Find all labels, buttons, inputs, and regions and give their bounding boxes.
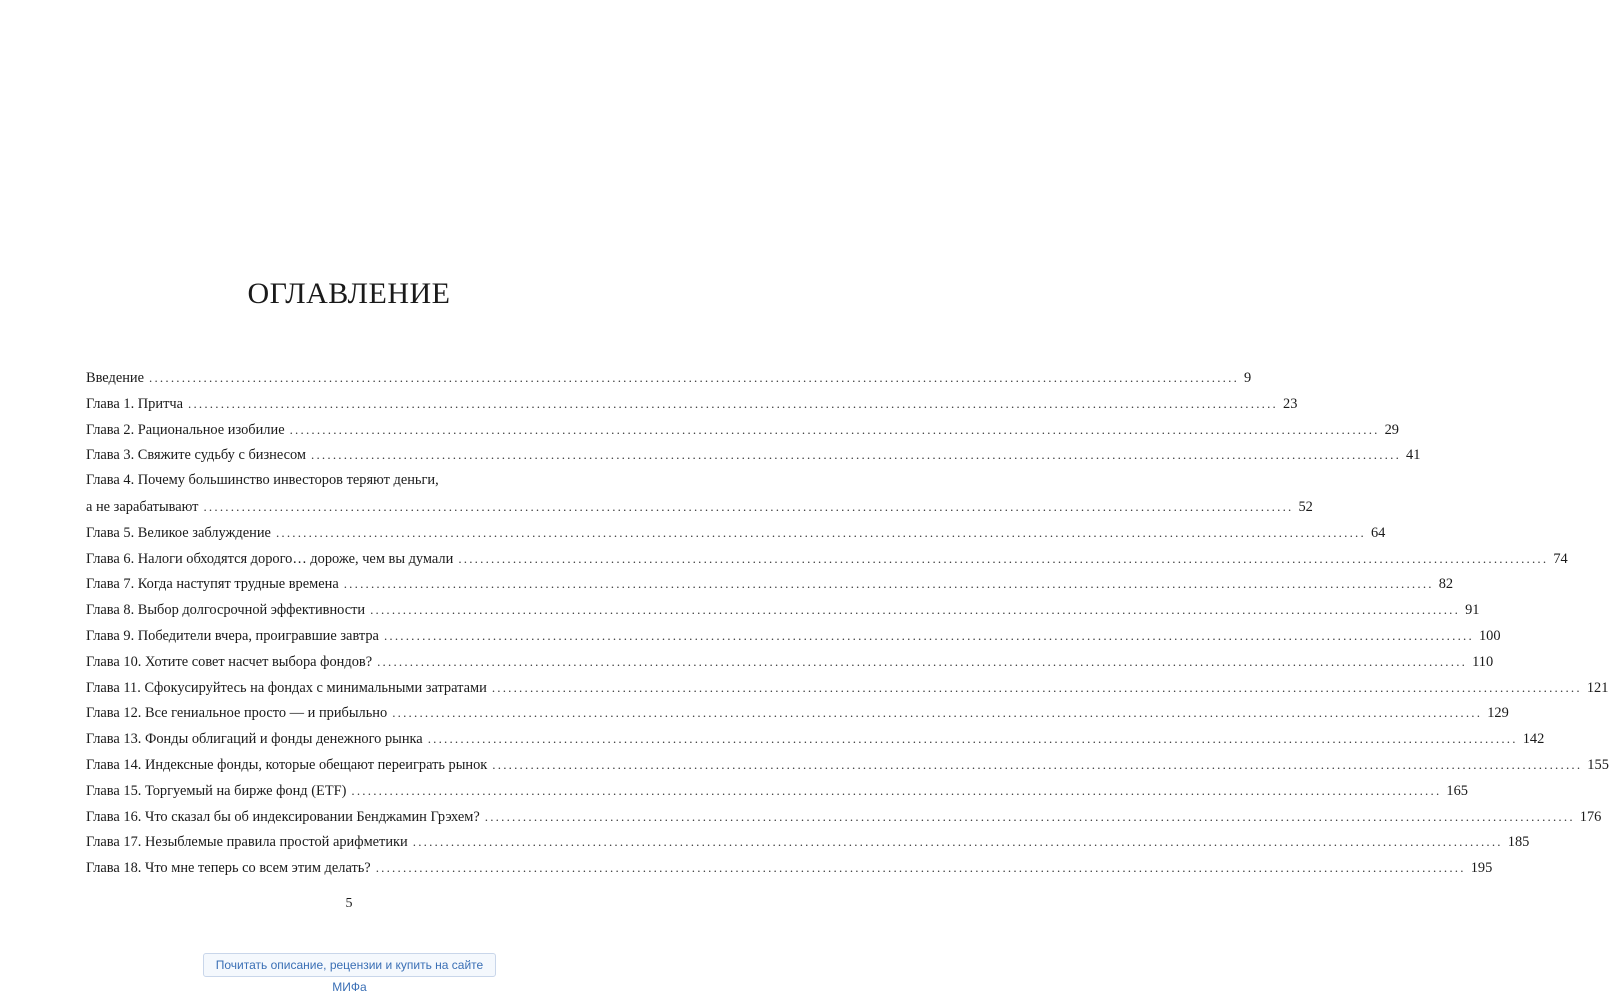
toc-entry-title: Глава 1. Притча <box>86 395 183 412</box>
toc-entry-page: 64 <box>1370 524 1386 541</box>
toc-dot-leader: ........................................................................................................................................................................................................ <box>383 627 1474 643</box>
toc-entry-title: Глава 2. Рациональное изобилие <box>86 421 285 438</box>
toc-entry-title: Глава 4. Почему большинство инвесторов теряют деньги, <box>86 472 439 489</box>
toc-dot-leader: ........................................................................................................................................................................................................ <box>351 782 1442 798</box>
toc-entry-page: 129 <box>1487 705 1509 722</box>
toc-entry-page: 9 <box>1244 370 1252 386</box>
toc-entry-title: Глава 5. Великое заблуждение <box>86 524 271 541</box>
toc-dot-leader: ........................................................................................................................................................................................................ <box>377 653 1468 669</box>
toc-dot-leader: ........................................................................................................................................................................................................ <box>492 756 1583 772</box>
toc-dot-leader: ........................................................................................................................................................................................................ <box>427 731 1518 747</box>
toc-entry-title: Глава 9. Победители вчера, проигравшие завтра <box>86 627 379 644</box>
toc-entry-page: 165 <box>1446 782 1468 799</box>
toc-entry-title: Введение <box>86 370 145 386</box>
toc-dot-leader: ........................................................................................................................................................................................................ <box>203 498 1294 514</box>
toc-entry-title: Глава 15. Торгуемый на бирже фонд (ETF) <box>86 782 347 799</box>
toc-entry-title: Глава 11. Сфокусируйтесь на фондах с минимальными затратами <box>86 679 487 696</box>
toc-entry-page: 100 <box>1478 627 1501 644</box>
toc-entry-page: 82 <box>1438 576 1454 593</box>
toc-entry <box>86 752 1609 778</box>
toc-entry-title: Глава 14. Индексные фонды, которые обещают переиграть рынок <box>86 756 488 773</box>
toc-entry-title: Глава 10. Хотите совет насчет выбора фондов? <box>86 653 373 670</box>
toc-entry-page: 155 <box>1587 756 1609 773</box>
page-number: 5 <box>345 896 353 911</box>
toc-entry-title: Глава 6. Налоги обходятся дорого… дороже, чем вы думали <box>86 550 454 567</box>
toc-entry <box>86 546 1568 572</box>
toc-entry-page: 195 <box>1470 860 1493 877</box>
toc-entry-title: Глава 16. Что сказал бы об индексировании Бенджамин Грэхем? <box>86 808 480 825</box>
toc-entry <box>86 649 1494 675</box>
toc-entry <box>86 675 1609 701</box>
toc-dot-leader: ........................................................................................................................................................................................................ <box>458 550 1549 566</box>
toc-entry <box>86 391 1298 417</box>
toc-entry <box>86 597 1480 623</box>
toc-entry-page: 52 <box>1298 498 1313 515</box>
toc-dot-leader: ........................................................................................................................................................................................................ <box>149 370 1240 385</box>
toc-entry <box>86 700 1509 726</box>
toc-dot-leader: ........................................................................................................................................................................................................ <box>311 447 1402 463</box>
toc-entry-title: Глава 12. Все гениальное просто — и прибыльно <box>86 705 388 722</box>
toc-entry <box>86 829 1530 855</box>
toc-dot-leader: ........................................................................................................................................................................................................ <box>188 395 1278 411</box>
toc-entry-title: Глава 17. Незыблемые правила простой арифметики <box>86 834 408 851</box>
toc-entry-title: а не зарабатывают <box>86 498 199 515</box>
toc-entry <box>86 571 1454 597</box>
toc-entry <box>86 726 1545 752</box>
toc-entry-page: 91 <box>1465 602 1480 619</box>
toc-entry-page: 185 <box>1507 834 1530 851</box>
toc-entry-page: 41 <box>1406 447 1421 464</box>
toc-entry <box>86 778 1468 804</box>
toc-entry-title: Глава 3. Свяжите судьбу с бизнесом <box>86 447 307 464</box>
toc-dot-leader: ........................................................................................................................................................................................................ <box>289 421 1380 437</box>
toc-entry-page: 121 <box>1586 679 1609 696</box>
toc-entry-page: 176 <box>1579 808 1602 825</box>
toc-entry-title: Глава 18. Что мне теперь со всем этим делать? <box>86 860 371 877</box>
toc-dot-leader: ........................................................................................................................................................................................................ <box>412 834 1503 850</box>
toc-entry <box>86 365 1252 391</box>
toc-dot-leader: ........................................................................................................................................................................................................ <box>370 602 1461 618</box>
toc-entry-page: 29 <box>1384 421 1399 438</box>
buy-book-link[interactable]: Почитать описание, рецензии и купить на сайте МИФа <box>203 953 496 977</box>
page-title: ОГЛАВЛЕНИЕ <box>247 277 451 310</box>
table-of-contents <box>86 365 1609 881</box>
toc-entry <box>86 417 1399 443</box>
toc-entry <box>86 855 1493 881</box>
toc-dot-leader: ........................................................................................................................................................................................................ <box>275 524 1366 540</box>
toc-entry <box>86 623 1501 649</box>
toc-entry-page: 74 <box>1553 550 1568 567</box>
toc-entry-page: 142 <box>1522 731 1545 748</box>
toc-entry-title: Глава 8. Выбор долгосрочной эффективности <box>86 602 366 619</box>
toc-entry-page: 110 <box>1472 653 1494 670</box>
toc-dot-leader: ........................................................................................................................................................................................................ <box>392 705 1483 721</box>
toc-entry-title: Глава 13. Фонды облигаций и фонды денежного рынка <box>86 731 423 748</box>
toc-entry <box>86 520 1386 546</box>
toc-dot-leader: ........................................................................................................................................................................................................ <box>484 808 1575 824</box>
toc-dot-leader: ........................................................................................................................................................................................................ <box>375 860 1466 876</box>
toc-entry-title: Глава 7. Когда наступят трудные времена <box>86 576 339 593</box>
toc-entry <box>86 494 1313 520</box>
toc-entry <box>86 442 1421 468</box>
toc-dot-leader: ........................................................................................................................................................................................................ <box>491 679 1582 695</box>
toc-entry <box>86 804 1602 830</box>
toc-dot-leader: ........................................................................................................................................................................................................ <box>343 576 1434 592</box>
toc-entry-page: 23 <box>1283 395 1298 412</box>
toc-entry <box>86 468 570 494</box>
